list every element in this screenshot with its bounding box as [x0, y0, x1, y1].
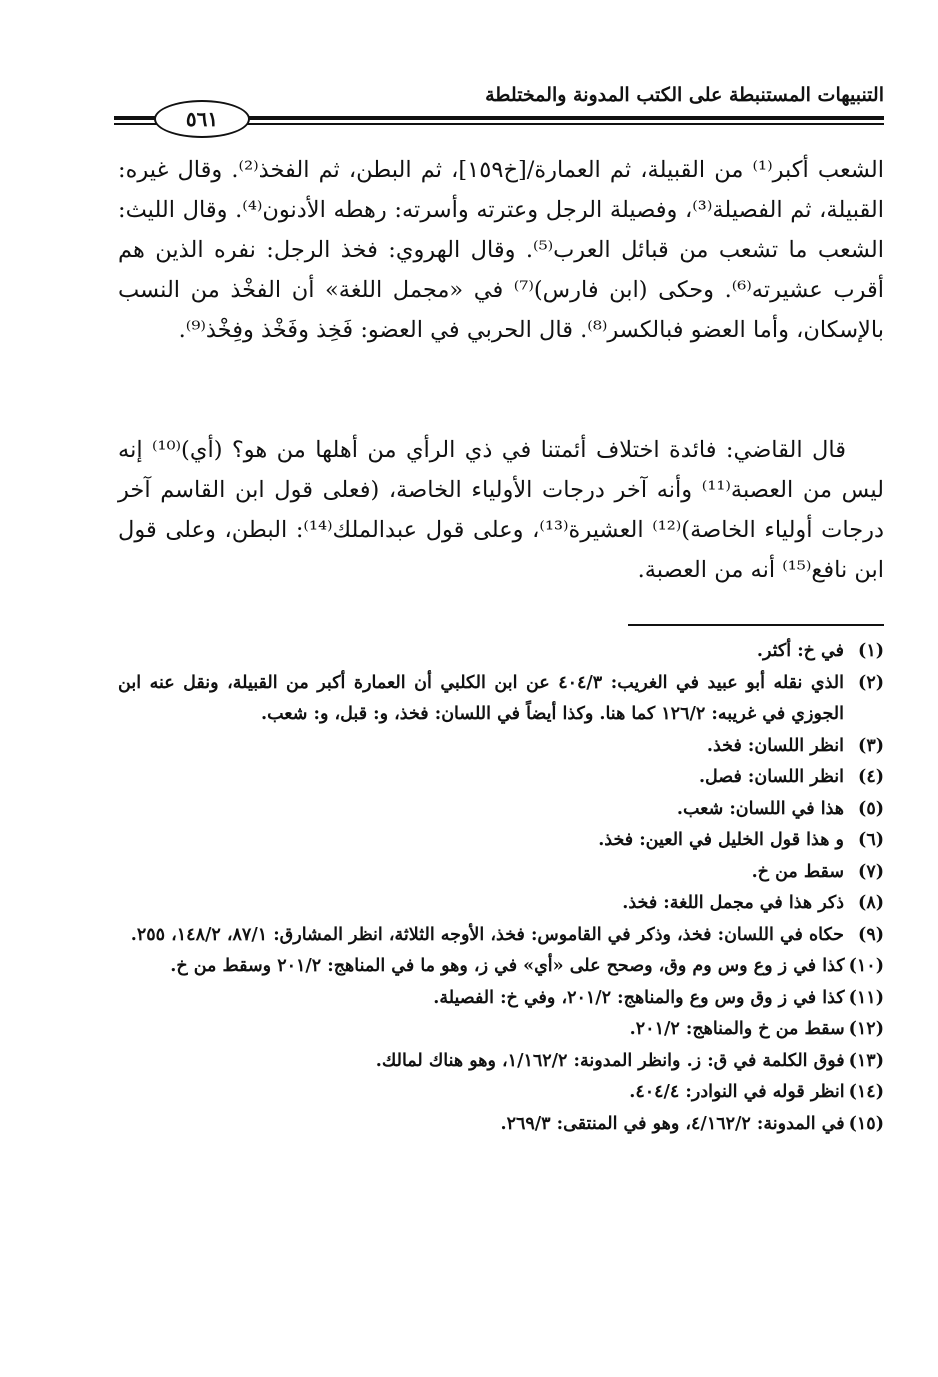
running-title: التنبيهات المستنبطة على الكتب المدونة والمختلطة — [485, 84, 884, 106]
footnote-number: (٥) — [858, 798, 884, 819]
footnote-number: (١١) — [848, 987, 884, 1008]
footnote-text: انظر اللسان: فخذ. — [706, 735, 844, 756]
footnote-11 — [118, 983, 884, 1015]
footnote-separator — [628, 624, 884, 626]
footnote-14 — [118, 1077, 884, 1109]
footnote-8 — [118, 888, 884, 920]
footnote-number: (٧) — [858, 861, 884, 882]
footnote-number: (١٢) — [848, 1019, 884, 1039]
main-paragraph-1 — [118, 150, 884, 350]
footnote-number: (١٤) — [848, 1082, 884, 1102]
footnote-7 — [118, 857, 884, 889]
footnote-number: (١) — [858, 641, 884, 661]
footnote-text: كذا في ز وق وس وع والمناهج: ٢٠١/٢، وفي خ: الفصيلة. — [433, 987, 845, 1008]
footnote-text: سقط من خ والمناهج: ٢٠١/٢. — [629, 1019, 845, 1039]
footnote-5 — [118, 794, 884, 826]
footnote-3 — [118, 731, 884, 763]
footnote-number: (١٠) — [848, 956, 884, 976]
paragraph-text: قال القاضي: فائدة اختلاف أئمتنا في ذي الرأي من أهلها من هو؟ (أي)⁽¹⁰⁾ إنه ليس من العصبة⁽¹¹⁾ وأنه آخر درجات الأولياء الخاصة، (فعلى قول ابن القاسم آخر درجات أولياء الخاصة)⁽¹²⁾ العشيرة⁽¹³⁾، وعلى قول عبدالملك⁽¹⁴⁾: البطن، وعلى قول ابن نافع⁽¹⁵⁾ أنه من العصبة. — [118, 437, 885, 583]
header-rule-thick — [234, 116, 884, 120]
footnote-9 — [118, 920, 884, 952]
footnotes — [118, 636, 884, 1140]
page-number-badge — [154, 100, 250, 138]
footnote-text: في خ: أكثر. — [756, 641, 844, 661]
footnote-number: (٦) — [858, 830, 884, 850]
footnote-text: حكاه في اللسان: فخذ، وذكر في القاموس: فخذ، الأوجه الثلاثة، انظر المشارق: ٨٧/١، ١٤٨/٢، ٢٥٥. — [130, 924, 844, 945]
footnote-number: (٣) — [858, 735, 884, 756]
footnote-text: كذا في ز وع وس وم وق، وصحح على «أي» في ز، وهو ما في المناهج: ٢٠١/٢ وسقط من خ. — [170, 956, 845, 976]
footnote-10 — [118, 951, 884, 983]
footnote-number: (٤) — [858, 767, 884, 787]
page-number: ٥٦١ — [185, 107, 219, 131]
footnote-text: انظر قوله في النوادر: ٤٠٤/٤. — [629, 1082, 845, 1102]
footnote-12 — [118, 1014, 884, 1046]
footnote-text: في المدونة: ٤/١٦٢/٢، وهو في المنتقى: ٢٦٩/٣. — [500, 1113, 845, 1134]
footnote-4 — [118, 762, 884, 794]
footnote-2 — [118, 668, 884, 731]
footnote-text: هذا في اللسان: شعب. — [676, 798, 844, 819]
footnote-number: (٨) — [858, 893, 884, 913]
footnote-number: (١٥) — [848, 1113, 884, 1134]
page-header — [114, 78, 884, 138]
footnote-number: (٢) — [858, 672, 884, 693]
footnote-text: انظر اللسان: فصل. — [698, 767, 844, 787]
footnote-text: الذي نقله أبو عبيد في الغريب: ٤٠٤/٣ عن ابن الكلبي أن العمارة أكبر من القبيلة، ونقل عنه ابن الجوزي في غريبه: ١٢٦/٢ كما هنا. وكذا أيضاً في اللسان: فخذ، و: قبل، و: شعب. — [118, 672, 844, 724]
footnote-15 — [118, 1109, 884, 1141]
footnote-number: (٩) — [858, 924, 884, 945]
footnote-text: سقط من خ. — [751, 861, 844, 882]
footnote-number: (١٣) — [848, 1050, 884, 1071]
paragraph-text: الشعب أكبر⁽¹⁾ من القبيلة، ثم العمارة/[خ١٥٩]، ثم البطن، ثم الفخذ⁽²⁾. وقال غيره: القبيلة، ثم الفصيلة⁽³⁾، وفصيلة الرجل وعترته وأسرته: رهطه الأدنون⁽⁴⁾. وقال الليث: الشعب ما تشعب من قبائل العرب⁽⁵⁾. وقال الهروي: فخذ الرجل: نفره الذين هم أقرب عشيرته⁽⁶⁾. وحكى (ابن فارس)⁽⁷⁾ في «مجمل اللغة» أن الفخْذ من النسب بالإسكان، وأما العضو فبالكسر⁽⁸⁾. قال الحربي في العضو: فَخِذ وفَخْذ وفِخْذ⁽⁹⁾. — [118, 157, 884, 343]
footnote-text: ذكر هذا في مجمل اللغة: فخذ. — [622, 893, 844, 913]
footnote-1 — [118, 636, 884, 668]
footnote-text: و هذا قول الخليل في العين: فخذ. — [598, 830, 844, 850]
footnote-6 — [118, 825, 884, 857]
footnote-text: فوق الكلمة في ق: ز. وانظر المدونة: ١/١٦٢/٢، وهو هناك لمالك. — [375, 1050, 845, 1071]
footnote-13 — [118, 1046, 884, 1078]
main-paragraph-2 — [118, 430, 884, 590]
